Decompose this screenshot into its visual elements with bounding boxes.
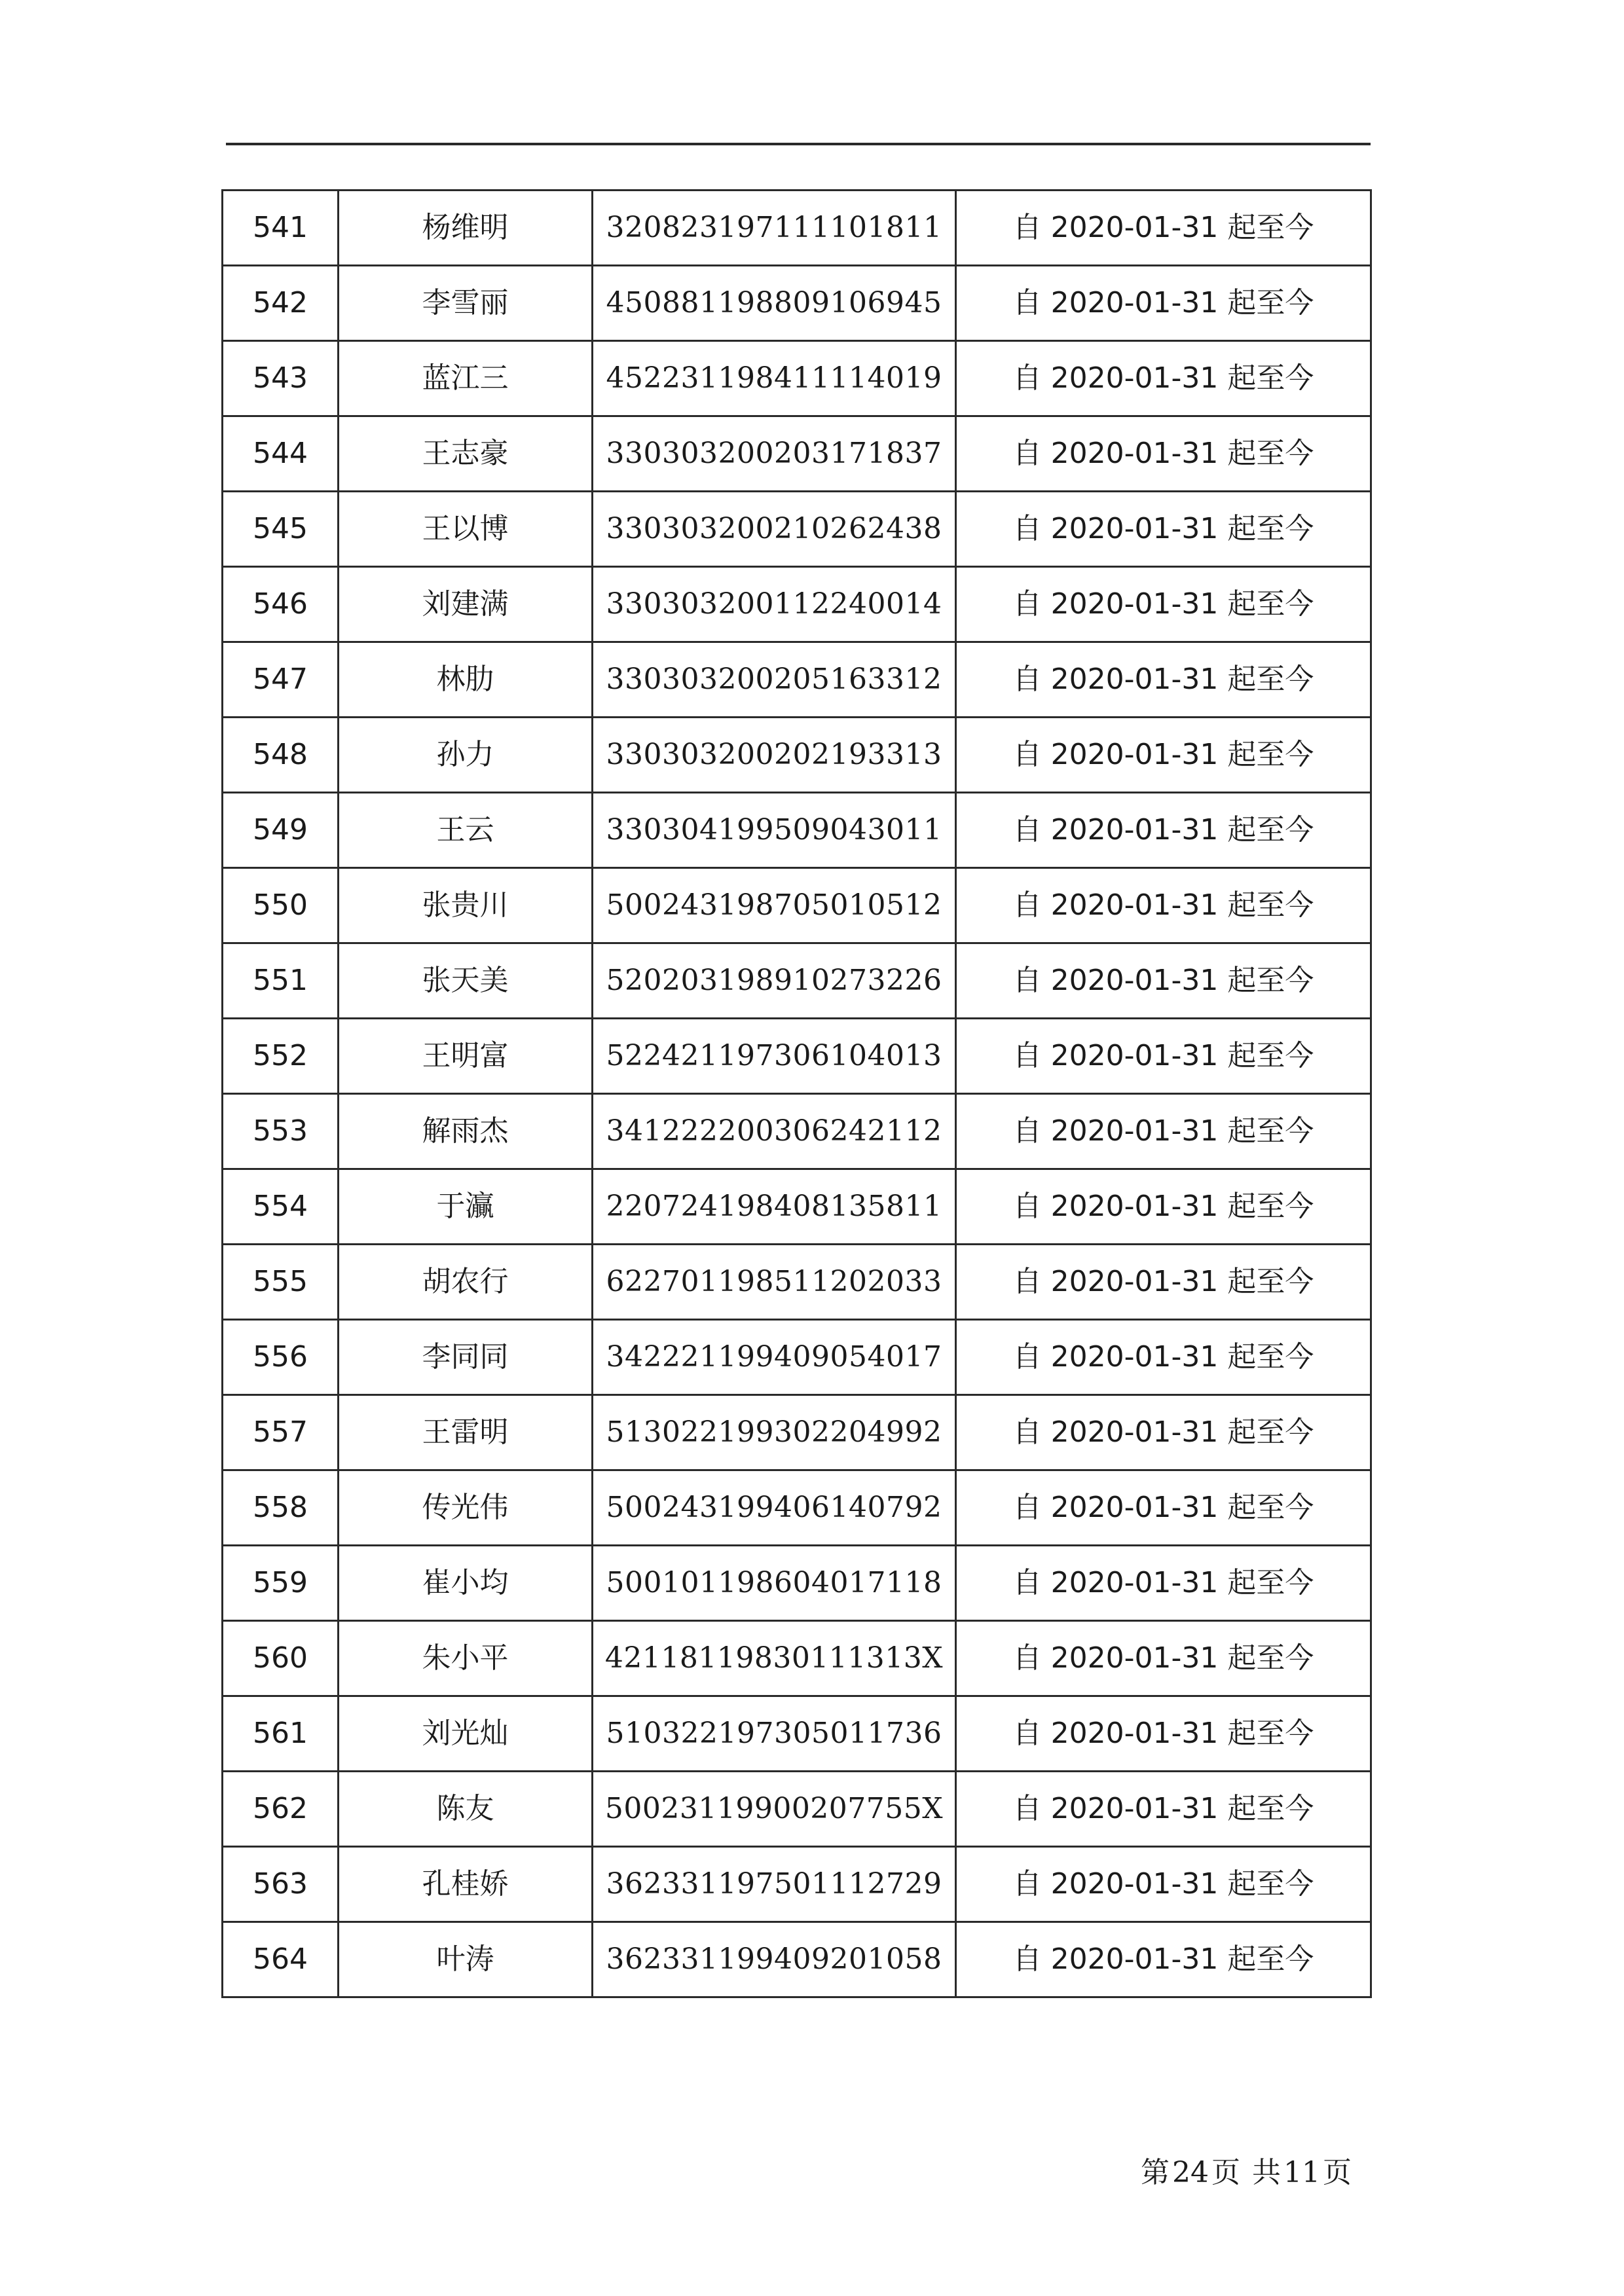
validity-period-cell: 自 2020-01-31 起至今 — [956, 1320, 1371, 1395]
footer-page-prefix: 第 — [1141, 2156, 1170, 2189]
id-number-cell: 450881198809106945 — [593, 266, 956, 341]
id-number-cell: 330303200205163312 — [593, 642, 956, 718]
row-number-cell: 557 — [223, 1395, 339, 1470]
row-number-cell: 561 — [223, 1696, 339, 1772]
row-number-cell: 547 — [223, 642, 339, 718]
table-row — [223, 1169, 1371, 1245]
id-number-cell: 522421197306104013 — [593, 1019, 956, 1094]
validity-period-cell: 自 2020-01-31 起至今 — [956, 567, 1371, 642]
table-row — [223, 1621, 1371, 1696]
person-name-cell: 李雪丽 — [339, 266, 593, 341]
person-name-cell: 王云 — [339, 793, 593, 868]
row-number-cell: 563 — [223, 1847, 339, 1922]
validity-period-cell: 自 2020-01-31 起至今 — [956, 1922, 1371, 1997]
validity-period-cell: 自 2020-01-31 起至今 — [956, 1395, 1371, 1470]
person-name-cell: 李同同 — [339, 1320, 593, 1395]
row-number-cell: 544 — [223, 416, 339, 492]
person-name-cell: 于灜 — [339, 1169, 593, 1245]
id-number-cell: 330303200210262438 — [593, 492, 956, 567]
table-row — [223, 642, 1371, 718]
row-number-cell: 555 — [223, 1245, 339, 1320]
table-row — [223, 1395, 1371, 1470]
person-name-cell: 陈友 — [339, 1772, 593, 1847]
person-name-cell: 传光伟 — [339, 1470, 593, 1546]
person-name-cell: 王雷明 — [339, 1395, 593, 1470]
row-number-cell: 550 — [223, 868, 339, 943]
table-row — [223, 1847, 1371, 1922]
record-table — [221, 189, 1372, 1998]
validity-period-cell: 自 2020-01-31 起至今 — [956, 1019, 1371, 1094]
table-row — [223, 1470, 1371, 1546]
table-row — [223, 191, 1371, 266]
id-number-cell: 320823197111101811 — [593, 191, 956, 266]
person-name-cell: 王明富 — [339, 1019, 593, 1094]
validity-period-cell: 自 2020-01-31 起至今 — [956, 1621, 1371, 1696]
person-name-cell: 孔桂娇 — [339, 1847, 593, 1922]
table-row — [223, 1094, 1371, 1169]
table-row — [223, 1922, 1371, 1997]
table-row — [223, 868, 1371, 943]
row-number-cell: 564 — [223, 1922, 339, 1997]
validity-period-cell: 自 2020-01-31 起至今 — [956, 1546, 1371, 1621]
person-name-cell: 林肋 — [339, 642, 593, 718]
record-table-body — [223, 191, 1371, 1997]
row-number-cell: 543 — [223, 341, 339, 416]
person-name-cell: 孙力 — [339, 718, 593, 793]
row-number-cell: 551 — [223, 943, 339, 1019]
validity-period-cell: 自 2020-01-31 起至今 — [956, 793, 1371, 868]
person-name-cell: 叶涛 — [339, 1922, 593, 1997]
row-number-cell: 545 — [223, 492, 339, 567]
id-number-cell: 341222200306242112 — [593, 1094, 956, 1169]
validity-period-cell: 自 2020-01-31 起至今 — [956, 1847, 1371, 1922]
row-number-cell: 562 — [223, 1772, 339, 1847]
person-name-cell: 刘建满 — [339, 567, 593, 642]
row-number-cell: 549 — [223, 793, 339, 868]
footer-total-prefix: 共 — [1252, 2156, 1281, 2189]
id-number-cell: 330303200202193313 — [593, 718, 956, 793]
row-number-cell: 556 — [223, 1320, 339, 1395]
validity-period-cell: 自 2020-01-31 起至今 — [956, 1094, 1371, 1169]
table-row — [223, 1320, 1371, 1395]
id-number-cell: 510322197305011736 — [593, 1696, 956, 1772]
id-number-cell: 622701198511202033 — [593, 1245, 956, 1320]
id-number-cell: 500101198604017118 — [593, 1546, 956, 1621]
page-footer — [1139, 2149, 1353, 2191]
person-name-cell: 张天美 — [339, 943, 593, 1019]
validity-period-cell: 自 2020-01-31 起至今 — [956, 718, 1371, 793]
validity-period-cell: 自 2020-01-31 起至今 — [956, 868, 1371, 943]
row-number-cell: 558 — [223, 1470, 339, 1546]
person-name-cell: 王以博 — [339, 492, 593, 567]
validity-period-cell: 自 2020-01-31 起至今 — [956, 1169, 1371, 1245]
table-row — [223, 416, 1371, 492]
table-row — [223, 567, 1371, 642]
person-name-cell: 刘光灿 — [339, 1696, 593, 1772]
table-row — [223, 1546, 1371, 1621]
footer-page-suffix: 页 — [1211, 2156, 1240, 2189]
row-number-cell: 552 — [223, 1019, 339, 1094]
person-name-cell: 王志豪 — [339, 416, 593, 492]
person-name-cell: 朱小平 — [339, 1621, 593, 1696]
person-name-cell: 胡农行 — [339, 1245, 593, 1320]
validity-period-cell: 自 2020-01-31 起至今 — [956, 943, 1371, 1019]
id-number-cell: 362331199409201058 — [593, 1922, 956, 1997]
validity-period-cell: 自 2020-01-31 起至今 — [956, 492, 1371, 567]
table-row — [223, 341, 1371, 416]
person-name-cell: 崔小均 — [339, 1546, 593, 1621]
validity-period-cell: 自 2020-01-31 起至今 — [956, 1772, 1371, 1847]
validity-period-cell: 自 2020-01-31 起至今 — [956, 416, 1371, 492]
footer-page-number: 24 — [1172, 2156, 1209, 2189]
id-number-cell: 220724198408135811 — [593, 1169, 956, 1245]
id-number-cell: 50023119900207755X — [593, 1772, 956, 1847]
id-number-cell: 520203198910273226 — [593, 943, 956, 1019]
validity-period-cell: 自 2020-01-31 起至今 — [956, 266, 1371, 341]
table-row — [223, 793, 1371, 868]
table-row — [223, 1696, 1371, 1772]
table-row — [223, 943, 1371, 1019]
table-row — [223, 718, 1371, 793]
validity-period-cell: 自 2020-01-31 起至今 — [956, 191, 1371, 266]
validity-period-cell: 自 2020-01-31 起至今 — [956, 1245, 1371, 1320]
validity-period-cell: 自 2020-01-31 起至今 — [956, 1470, 1371, 1546]
id-number-cell: 330303200112240014 — [593, 567, 956, 642]
footer-total-pages: 11 — [1283, 2156, 1320, 2189]
table-row — [223, 1019, 1371, 1094]
id-number-cell: 500243198705010512 — [593, 868, 956, 943]
table-row — [223, 266, 1371, 341]
row-number-cell: 559 — [223, 1546, 339, 1621]
header-rule — [226, 143, 1371, 145]
row-number-cell: 560 — [223, 1621, 339, 1696]
id-number-cell: 342221199409054017 — [593, 1320, 956, 1395]
validity-period-cell: 自 2020-01-31 起至今 — [956, 642, 1371, 718]
row-number-cell: 553 — [223, 1094, 339, 1169]
row-number-cell: 542 — [223, 266, 339, 341]
validity-period-cell: 自 2020-01-31 起至今 — [956, 1696, 1371, 1772]
row-number-cell: 541 — [223, 191, 339, 266]
id-number-cell: 330303200203171837 — [593, 416, 956, 492]
person-name-cell: 杨维明 — [339, 191, 593, 266]
table-row — [223, 492, 1371, 567]
id-number-cell: 500243199406140792 — [593, 1470, 956, 1546]
person-name-cell: 解雨杰 — [339, 1094, 593, 1169]
person-name-cell: 张贵川 — [339, 868, 593, 943]
row-number-cell: 548 — [223, 718, 339, 793]
row-number-cell: 546 — [223, 567, 339, 642]
footer-total-suffix: 页 — [1323, 2156, 1352, 2189]
id-number-cell: 452231198411114019 — [593, 341, 956, 416]
validity-period-cell: 自 2020-01-31 起至今 — [956, 341, 1371, 416]
id-number-cell: 513022199302204992 — [593, 1395, 956, 1470]
id-number-cell: 42118119830111313X — [593, 1621, 956, 1696]
id-number-cell: 362331197501112729 — [593, 1847, 956, 1922]
id-number-cell: 330304199509043011 — [593, 793, 956, 868]
table-row — [223, 1245, 1371, 1320]
table-row — [223, 1772, 1371, 1847]
person-name-cell: 蓝江三 — [339, 341, 593, 416]
row-number-cell: 554 — [223, 1169, 339, 1245]
